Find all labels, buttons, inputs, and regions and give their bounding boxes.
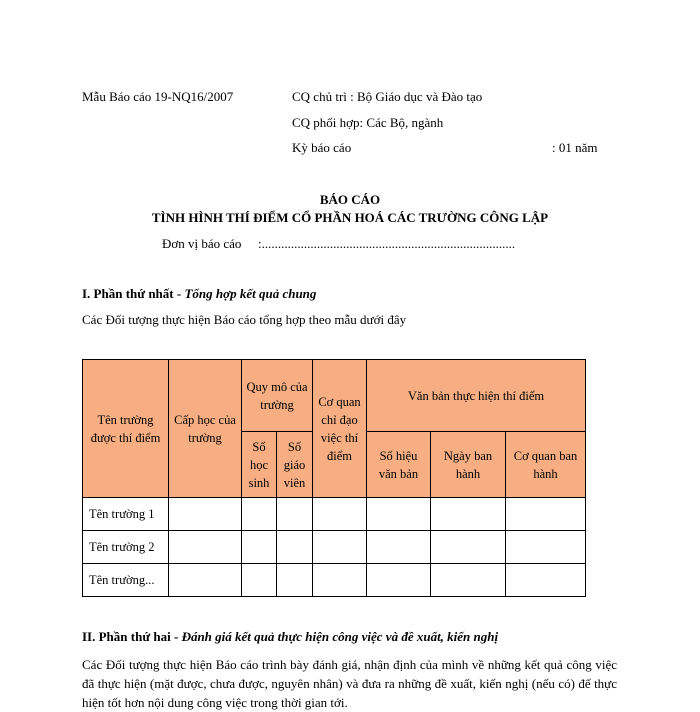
table-cell: [242, 531, 277, 564]
report-title: BÁO CÁO: [319, 192, 381, 207]
table-cell: [431, 531, 506, 564]
header-school-level: Cấp học của trường: [169, 360, 242, 498]
section2-heading-title: Đánh giá kết quả thực hiện công việc và đề xuất, kiến nghị: [181, 629, 499, 644]
header-directing-agency: Cơ quan chỉ đạo việc thí điểm: [313, 360, 367, 498]
section1-heading-prefix: I. Phần thứ nhất -: [82, 286, 185, 301]
table-cell: [242, 498, 277, 531]
report-subtitle: TÌNH HÌNH THÍ ĐIỂM CỔ PHẦN HOÁ CÁC TRƯỜNG CÔNG LẬP: [151, 210, 549, 225]
header-teachers: Số giáo viên: [277, 432, 313, 498]
table-cell: [367, 498, 431, 531]
row-school-name: Tên trường 1: [83, 498, 169, 531]
table-cell: [277, 531, 313, 564]
section1-heading: [82, 286, 316, 302]
header-students: Số học sinh: [242, 432, 277, 498]
row-school-name: Tên trường 2: [83, 531, 169, 564]
table-cell: [169, 531, 242, 564]
unit-value: :..............................................................................: [258, 236, 516, 251]
table-cell: [313, 564, 367, 597]
table-cell: [169, 564, 242, 597]
report-table: [82, 359, 586, 597]
header-documents: Văn bản thực hiện thí điểm: [367, 360, 586, 432]
row-school-name: Tên trường...: [83, 564, 169, 597]
header-doc-number: Số hiệu văn bản: [367, 432, 431, 498]
header-doc-issuer: Cơ quan ban hành: [506, 432, 586, 498]
table-cell: [277, 498, 313, 531]
section2-body: Các Đối tượng thực hiện Báo cáo trình bày đánh giá, nhận định của mình về những kết quả công việc đã thực hiện (mặt được, chưa được, nguyên nhân) và đưa ra những đề xuất, kiến nghị (nếu có) để thực hiện tốt hơn nội dung công việc trong thời gian tới.: [82, 657, 617, 710]
table-cell: [431, 564, 506, 597]
table-cell: [506, 498, 586, 531]
table-cell: [169, 498, 242, 531]
coop-agency: CQ phối hợp: Các Bộ, ngành: [292, 115, 444, 130]
form-code: Mẫu Báo cáo 19-NQ16/2007: [82, 89, 234, 104]
table-row: [83, 498, 586, 531]
table-cell: [367, 564, 431, 597]
table-cell: [313, 531, 367, 564]
section1-intro: Các Đối tượng thực hiện Báo cáo tổng hợp theo mẫu dưới đây: [82, 312, 407, 327]
table-cell: [277, 564, 313, 597]
period-label: Kỳ báo cáo: [292, 140, 352, 155]
table-cell: [367, 531, 431, 564]
header-school-scale: Quy mô của trường: [242, 360, 313, 432]
table-row: [83, 531, 586, 564]
table-cell: [506, 531, 586, 564]
header-doc-date: Ngày ban hành: [431, 432, 506, 498]
table-row: [83, 564, 586, 597]
lead-agency: CQ chủ trì : Bộ Giáo dục và Đào tạo: [292, 89, 483, 104]
table-cell: [242, 564, 277, 597]
unit-label: Đơn vị báo cáo: [162, 236, 242, 251]
section2-heading-prefix: II. Phần thứ hai -: [82, 629, 182, 644]
header-school-name: Tên trường được thí điểm: [83, 360, 169, 498]
section2-heading: [82, 629, 498, 645]
period-value: : 01 năm: [552, 140, 598, 155]
table-cell: [313, 498, 367, 531]
table-cell: [431, 498, 506, 531]
table-cell: [506, 564, 586, 597]
section1-heading-title: Tổng hợp kết quả chung: [184, 286, 317, 301]
